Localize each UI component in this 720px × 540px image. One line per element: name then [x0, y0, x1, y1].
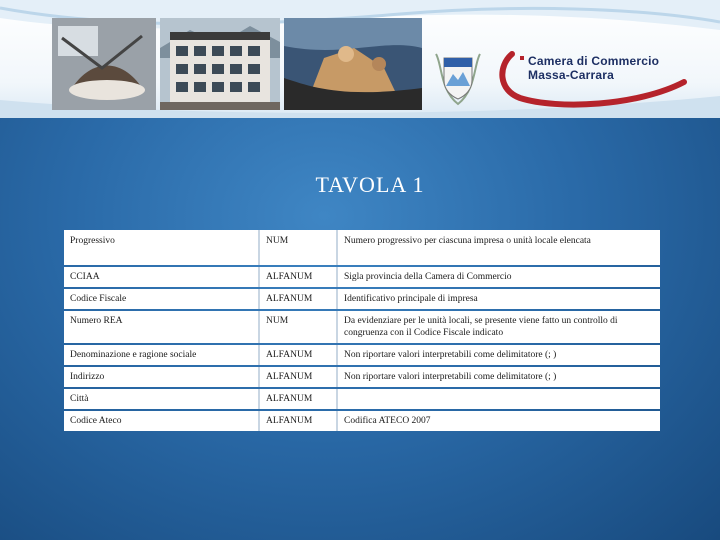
table-row [64, 230, 660, 265]
field-type-cell: ALFANUM [260, 389, 338, 409]
table-row [64, 289, 660, 309]
field-spec-table [64, 228, 660, 433]
organization-name-line2: Massa-Carrara [528, 68, 614, 82]
field-description-cell: Da evidenziare per le unità locali, se presente viene fatto un controllo di congruenza con il Codice Fiscale indicato [338, 311, 660, 343]
field-name-cell: Codice Ateco [64, 411, 260, 431]
field-name-cell: Codice Fiscale [64, 289, 260, 309]
field-description-cell [338, 389, 660, 409]
field-description-cell: Non riportare valori interpretabili come delimitatore (; ) [338, 367, 660, 387]
field-description-cell: Identificativo principale di impresa [338, 289, 660, 309]
table-row [64, 389, 660, 409]
field-type-cell: NUM [260, 311, 338, 343]
building-photo [160, 18, 280, 110]
field-type-cell: NUM [260, 230, 338, 265]
field-type-cell: ALFANUM [260, 367, 338, 387]
table-row [64, 411, 660, 431]
field-description-cell: Numero progressivo per ciascuna impresa o unità locale elencata [338, 230, 660, 265]
field-description-cell: Codifica ATECO 2007 [338, 411, 660, 431]
slide-title: TAVOLA 1 [315, 172, 425, 197]
field-type-cell: ALFANUM [260, 267, 338, 287]
province-crest-icon [432, 50, 484, 108]
painting-photo [284, 18, 422, 110]
field-name-cell: Città [64, 389, 260, 409]
field-description-cell: Sigla provincia della Camera di Commercio [338, 267, 660, 287]
table-row [64, 267, 660, 287]
organization-name [528, 54, 659, 82]
table-row [64, 311, 660, 343]
field-type-cell: ALFANUM [260, 345, 338, 365]
field-name-cell: Denominazione e ragione sociale [64, 345, 260, 365]
field-description-cell: Non riportare valori interpretabili come delimitatore (; ) [338, 345, 660, 365]
field-name-cell: Indirizzo [64, 367, 260, 387]
field-name-cell: Numero REA [64, 311, 260, 343]
field-type-cell: ALFANUM [260, 289, 338, 309]
field-name-cell: CCIAA [64, 267, 260, 287]
organization-name-line1: Camera di Commercio [528, 54, 660, 68]
table-row [64, 345, 660, 365]
table-row [64, 367, 660, 387]
interior-photo [52, 18, 156, 110]
slide-header [0, 0, 720, 118]
field-name-cell: Progressivo [64, 230, 260, 265]
field-type-cell: ALFANUM [260, 411, 338, 431]
